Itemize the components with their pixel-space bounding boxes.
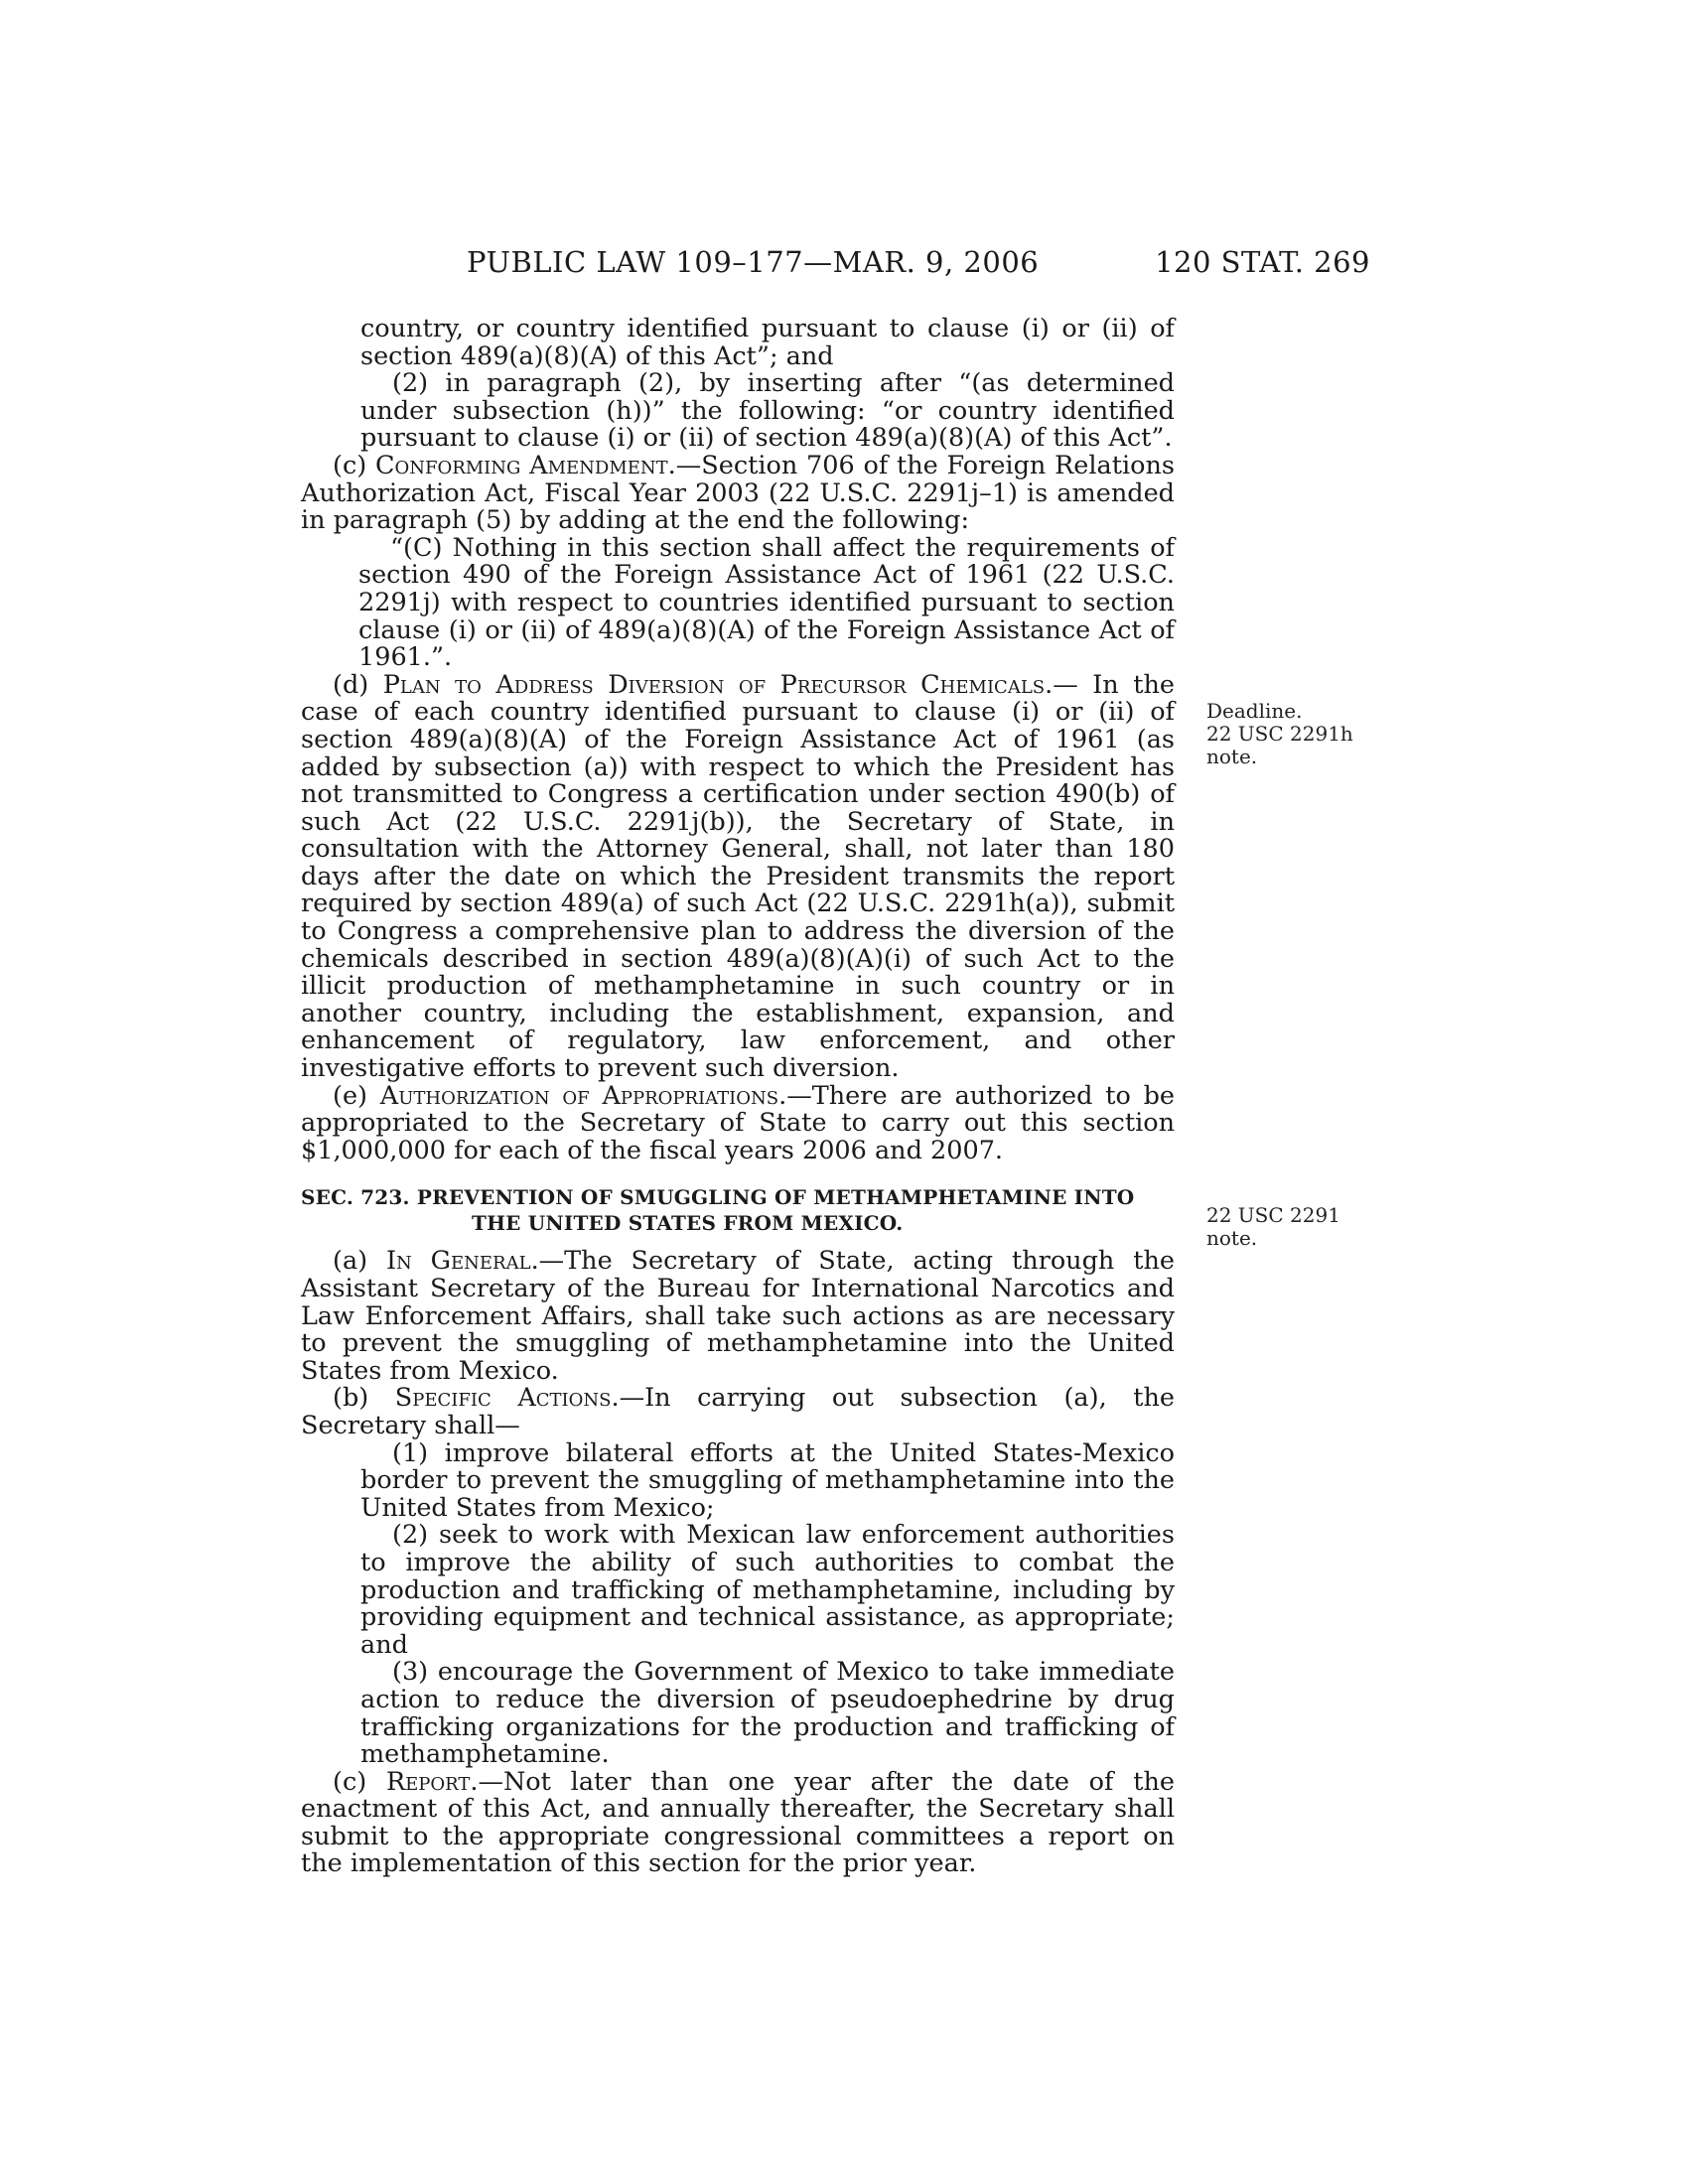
subsection-heading: In General [385, 1246, 531, 1277]
margin-note-cite: 22 USC 2291 [1206, 1203, 1340, 1227]
document-body [301, 316, 1175, 1878]
statute-page-number: 120 STAT. 269 [1155, 245, 1370, 279]
paragraph-b2: (2) seek to work with Mexican law enforcement authorities to improve the ability of such authorities to combat the production and trafficking of methamphetamine, including by providing equipment and technical assistance, as appropriate; and [360, 1520, 1175, 1660]
subsection-d-plan [301, 669, 1175, 1084]
margin-note-sec723 [1206, 1204, 1365, 1250]
margin-note-label: Deadline. [1206, 699, 1303, 723]
section-723-heading [301, 1184, 1175, 1236]
subsection-heading: Specific Actions [394, 1383, 612, 1414]
subsection-text: .—The Secretary of State, acting through the Assistant Secretary of the Bureau for International Narcotics and Law Enforcement Affairs, shall take such actions as are necessary to prevent the smuggling of methamphetamine into the United States from Mexico. [301, 1246, 1175, 1386]
subsection-e-appropriations [301, 1080, 1176, 1165]
paragraph-b1: (1) improve bilateral efforts at the United States-Mexico border to prevent the smuggling of methamphetamine into the United States from Mexico; [360, 1437, 1175, 1523]
subsection-text: .—Not later than one year after the date of the enactment of this Act, and annually thereafter, the Secretary shall submit to the appropriate congressional committees a report on the implementation of this section for the prior year. [301, 1766, 1175, 1879]
subsection-text: .—Section 706 of the Foreign Relations Authorization Act, Fiscal Year 2003 (22 U.S.C. 2291j–1) is amended in paragraph (5) by adding at the end the following: [301, 450, 1175, 536]
subsection-heading: Plan to Address Diversion of Precursor Chemicals [382, 669, 1046, 700]
subsection-c-report [301, 1766, 1175, 1879]
margin-note-cite: 22 USC 2291h [1206, 722, 1353, 746]
subsection-label: (d) [333, 669, 383, 700]
subsection-label: (c) [333, 1766, 386, 1797]
subsection-text: .— In the case of each country identified pursuant to clause (i) or (ii) of section 489(a)(8)(A) of the Foreign Assistance Act of 1961 (as added by subsection (a)) with respect to which the President has not transmitted to Congress a certification under section 490(b) of such Act (22 U.S.C. 2291j(b)), the Secretary of State, in consultation with the Attorney General, shall, not later than 180 days after the date on which the President transmits the report required by section 489(a) of such Act (22 U.S.C. 2291h(a)), submit to Congress a comprehensive plan to address the diversion of the chemicals described in section 489(a)(8)(A)(i) of such Act to the illicit production of methamphetamine in such country or in another country, including the establishment, expansion, and enhancement of regulatory, law enforcement, and other investigative efforts to prevent such diversion. [301, 669, 1175, 1084]
subsection-heading: Authorization of Appropriations [379, 1080, 779, 1111]
section-heading-line1: SEC. 723. PREVENTION OF SMUGGLING OF METHAMPHETAMINE INTO [301, 1185, 1135, 1210]
page-header [298, 245, 1370, 285]
margin-note-note: note. [1206, 745, 1258, 768]
paragraph-2: (2) in paragraph (2), by inserting after “(as determined under subsection (h))” the following: “or country identified pursuant to clause (i) or (ii) of section 489(a)(8)(A) of this Act”. [360, 368, 1175, 454]
subsection-c-conforming [301, 450, 1175, 536]
margin-note-note: note. [1206, 1226, 1258, 1250]
section-heading-line2: THE UNITED STATES FROM MEXICO. [472, 1211, 904, 1236]
subsection-label: (c) [333, 450, 375, 480]
subsection-heading: Report [385, 1766, 471, 1797]
subsection-text: .—There are authorized to be appropriated to the Secretary of State to carry out this section $1,000,000 for each of the fiscal years 2006 and 2007. [301, 1080, 1176, 1165]
subsection-label: (e) [333, 1080, 380, 1111]
margin-note-deadline [1206, 700, 1365, 768]
paragraph-continuation: country, or country identified pursuant to clause (i) or (ii) of section 489(a)(8)(A) of this Act”; and [360, 314, 1175, 371]
subsection-text: .—In carrying out subsection (a), the Secretary shall— [301, 1383, 1175, 1440]
subsection-b-specific-actions [301, 1385, 1175, 1439]
subsection-label: (b) [333, 1383, 395, 1414]
running-title: PUBLIC LAW 109–177—MAR. 9, 2006 [467, 245, 1040, 279]
subsection-a-general [301, 1248, 1175, 1385]
subsection-label: (a) [333, 1246, 386, 1277]
subsection-heading: Conforming Amendment [374, 450, 668, 480]
quoted-amendment: “(C) Nothing in this section shall affect the requirements of section 490 of the Foreign Assistance Act of 1961 (22 U.S.C. 2291j) with respect to countries identified pursuant to section clause (i) or (ii) of 489(a)(8)(A) of the Foreign Assistance Act of 1961.”. [358, 532, 1175, 673]
paragraph-b3: (3) encourage the Government of Mexico to take immediate action to reduce the diversion of pseudoephedrine by drug trafficking organizations for the production and trafficking of methamphetamine. [360, 1657, 1175, 1770]
